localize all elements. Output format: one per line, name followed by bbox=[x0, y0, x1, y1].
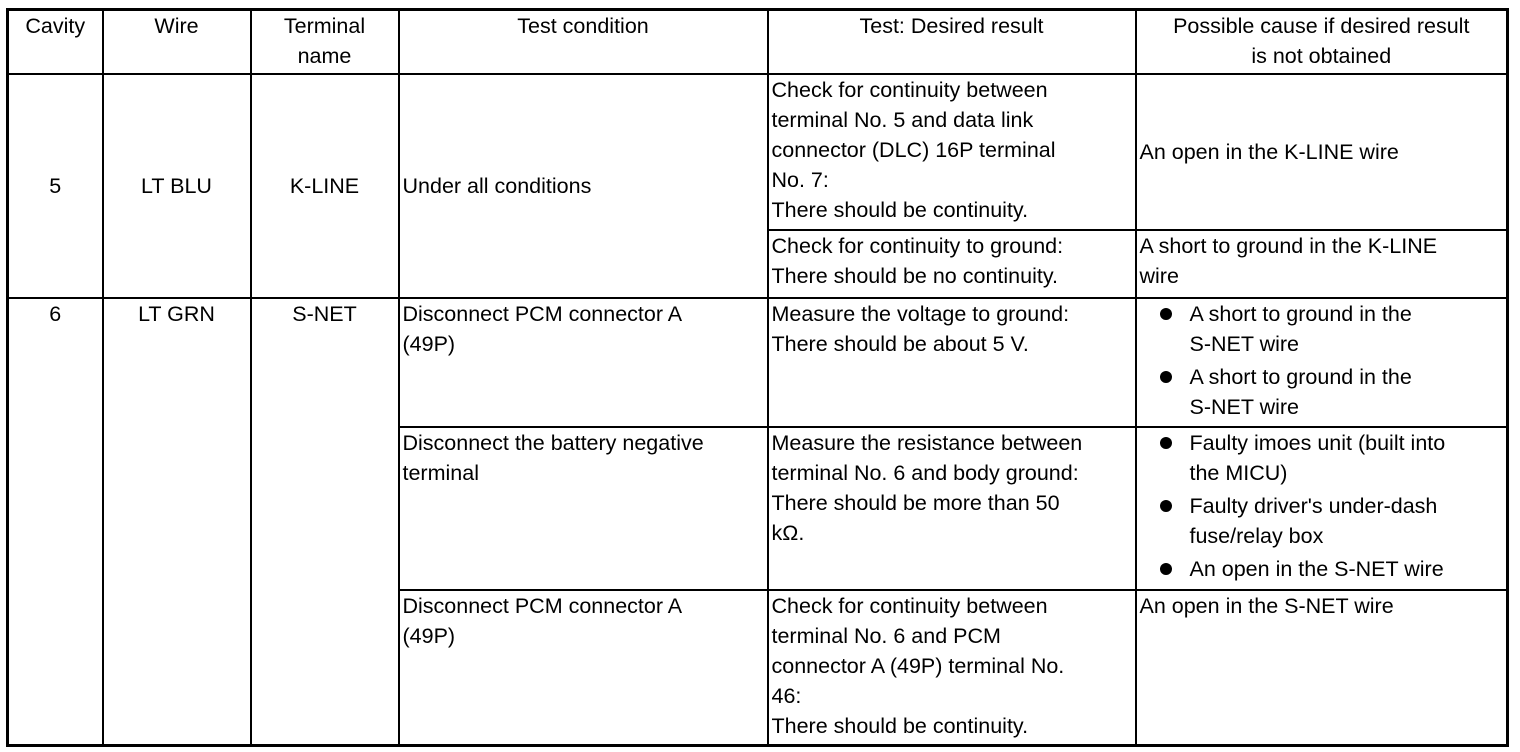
test-condition-cell: Under all conditions bbox=[399, 74, 768, 298]
cavity-cell: 5 bbox=[8, 74, 103, 298]
header-possible-cause: Possible cause if desired result is not obtained bbox=[1136, 10, 1508, 74]
header-desired-result: Test: Desired result bbox=[768, 10, 1136, 74]
list-item: A short to ground in the S-NET wire bbox=[1154, 299, 1504, 359]
wire-cell: LT BLU bbox=[103, 74, 251, 298]
terminal-name-cell: K-LINE bbox=[251, 74, 399, 298]
list-item: An open in the S-NET wire bbox=[1154, 554, 1504, 584]
table-row bbox=[8, 74, 1508, 230]
possible-cause-cell: An open in the S-NET wire bbox=[1136, 590, 1508, 746]
possible-cause-cell: A short to ground in the K-LINE wire bbox=[1136, 230, 1508, 298]
cavity-cell: 6 bbox=[8, 298, 103, 746]
desired-result-cell: Measure the voltage to ground: There should be about 5 V. bbox=[768, 298, 1136, 427]
cause-list bbox=[1140, 428, 1504, 584]
test-condition-cell: Disconnect PCM connector A (49P) bbox=[399, 590, 768, 746]
possible-cause-cell: An open in the K-LINE wire bbox=[1136, 74, 1508, 230]
header-terminal-name: Terminal name bbox=[251, 10, 399, 74]
test-condition-cell: Disconnect the battery negative terminal bbox=[399, 427, 768, 590]
terminal-name-cell: S-NET bbox=[251, 298, 399, 746]
desired-result-cell: Check for continuity to ground: There should be no continuity. bbox=[768, 230, 1136, 298]
test-condition-cell: Disconnect PCM connector A (49P) bbox=[399, 298, 768, 427]
table-row bbox=[8, 298, 1508, 427]
header-test-condition: Test condition bbox=[399, 10, 768, 74]
wire-cell: LT GRN bbox=[103, 298, 251, 746]
list-item: Faulty imoes unit (built into the MICU) bbox=[1154, 428, 1504, 488]
header-wire: Wire bbox=[103, 10, 251, 74]
header-cavity: Cavity bbox=[8, 10, 103, 74]
list-item: Faulty driver's under-dash fuse/relay box bbox=[1154, 491, 1504, 551]
list-item: A short to ground in the S-NET wire bbox=[1154, 362, 1504, 422]
desired-result-cell: Measure the resistance between terminal No. 6 and body ground: There should be more than 50 kΩ. bbox=[768, 427, 1136, 590]
possible-cause-cell bbox=[1136, 427, 1508, 590]
cause-list bbox=[1140, 299, 1504, 422]
header-row bbox=[8, 10, 1508, 74]
terminal-test-table bbox=[6, 8, 1509, 747]
desired-result-cell: Check for continuity between terminal No. 6 and PCM connector A (49P) terminal No. 46: There should be continuity. bbox=[768, 590, 1136, 746]
possible-cause-cell bbox=[1136, 298, 1508, 427]
desired-result-cell: Check for continuity between terminal No. 5 and data link connector (DLC) 16P terminal No. 7: There should be continuity. bbox=[768, 74, 1136, 230]
